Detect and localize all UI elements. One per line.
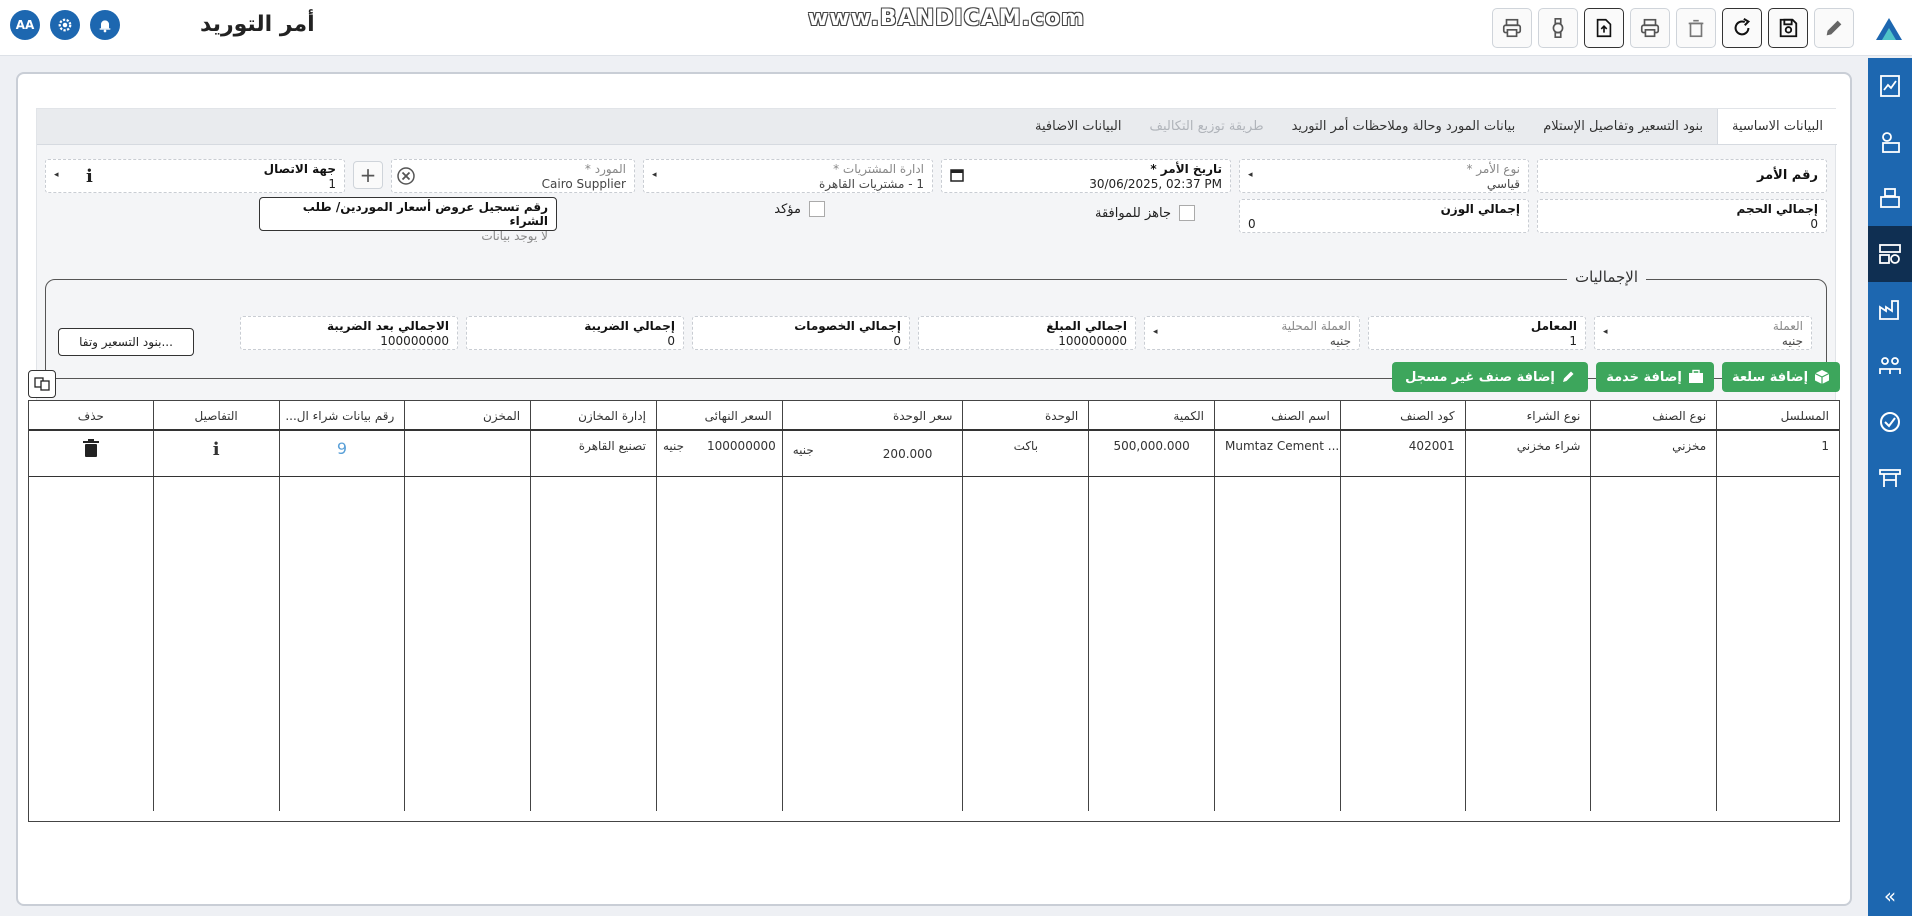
order-date-field[interactable]: تاريخ الأمر * 30/06/2025, 02:37 PM	[941, 159, 1231, 193]
finance-icon[interactable]	[1868, 114, 1912, 170]
col-final-price[interactable]: السعر النهائى	[656, 401, 782, 429]
export-icon[interactable]	[1584, 8, 1624, 48]
chevron-icon: ◂	[1153, 327, 1158, 337]
page-title: أمر التوريد	[200, 12, 315, 37]
settings-icon[interactable]	[50, 10, 80, 40]
col-delete[interactable]: حذف	[77, 409, 104, 423]
supplier-field[interactable]: المورد * Cairo Supplier	[391, 159, 635, 193]
cell-unit-price: 200.000 جنيه	[782, 431, 963, 476]
order-type-select[interactable]: نوع الأمر * قياسي ◂	[1239, 159, 1529, 193]
pencil-icon	[1561, 370, 1575, 384]
col-warehouse-mgmt[interactable]: إدارة المخازن	[530, 401, 656, 429]
save-icon[interactable]	[1768, 8, 1808, 48]
add-item-button[interactable]: إضافة سلعة	[1722, 362, 1840, 392]
tab-additional-data[interactable]: البيانات الاضافية	[1035, 119, 1122, 134]
col-quantity[interactable]: الكمية	[1088, 401, 1214, 429]
tab-cost-distribution: طريقة توزيع التكاليف	[1149, 119, 1264, 134]
table-row[interactable]	[29, 431, 1839, 477]
recording-watermark: www.BANDICAM.com	[808, 6, 1086, 31]
col-unit-price[interactable]: سعر الوحدة	[782, 401, 963, 429]
total-after-tax-field: الاجمالي بعد الضريبة 100000000	[240, 316, 458, 350]
grid-header	[29, 401, 1839, 431]
quality-icon[interactable]	[1868, 394, 1912, 450]
ready-for-approval-checkbox[interactable]	[1179, 205, 1195, 221]
user-avatar[interactable]: AA	[10, 10, 40, 40]
chevron-icon: ◂	[1248, 170, 1253, 180]
col-details[interactable]: التفاصيل	[153, 401, 279, 429]
add-service-button[interactable]: إضافة خدمة	[1596, 362, 1714, 392]
chevron-icon: ◂	[652, 170, 657, 180]
total-volume-field: إجمالي الحجم 0	[1537, 199, 1827, 233]
app-logo[interactable]	[1866, 6, 1912, 52]
add-supplier-button[interactable]	[353, 161, 383, 189]
briefcase-icon	[1688, 369, 1704, 385]
procurement-icon[interactable]	[1868, 226, 1912, 282]
main-card	[16, 72, 1852, 906]
tab-bar	[37, 109, 1837, 145]
col-serial[interactable]: المسلسل	[1716, 401, 1839, 429]
currency-select[interactable]: العملة جنيه ◂	[1594, 316, 1812, 350]
clear-icon[interactable]	[396, 166, 416, 190]
box-icon	[1814, 369, 1830, 385]
edit-icon[interactable]	[1814, 8, 1854, 48]
watch-icon[interactable]	[1538, 8, 1578, 48]
details-cell	[153, 431, 279, 476]
totals-title: الإجماليات	[1567, 268, 1646, 286]
cell-warehouse	[404, 431, 530, 476]
cell-item-type: مخزني	[1590, 431, 1716, 476]
print-icon[interactable]	[1630, 8, 1670, 48]
calendar-icon[interactable]	[950, 168, 964, 186]
col-purchase-ref[interactable]: رقم بيانات شراء ال...	[279, 401, 405, 429]
hr-icon[interactable]	[1868, 338, 1912, 394]
col-unit[interactable]: الوحدة	[962, 401, 1088, 429]
print-icon[interactable]	[1492, 8, 1532, 48]
info-icon[interactable]: i	[86, 166, 93, 187]
col-warehouse[interactable]: المخزن	[404, 401, 530, 429]
cell-serial: 1	[1716, 431, 1839, 476]
cell-purchase-type: شراء مخزني	[1465, 431, 1591, 476]
tab-pricing-receipt[interactable]: بنود التسعير وتفاصيل الإستلام	[1543, 119, 1703, 134]
purchasing-dept-select[interactable]: ادارة المشتريات * 1 - مشتريات القاهرة ◂	[643, 159, 933, 193]
refresh-icon[interactable]	[1722, 8, 1762, 48]
add-unregistered-item-button[interactable]: إضافة صنف غير مسجل	[1392, 362, 1588, 392]
grid-empty-area	[29, 477, 1839, 811]
trash-icon[interactable]	[83, 446, 99, 460]
top-left-icons	[10, 10, 120, 40]
confirmed-row: مؤكد	[774, 201, 825, 217]
ready-for-approval-row: جاهز للموافقة	[1095, 205, 1195, 221]
info-icon[interactable]: i	[212, 439, 220, 460]
right-sidebar	[1868, 58, 1912, 916]
projects-icon[interactable]	[1868, 450, 1912, 506]
plus-icon: +	[359, 163, 377, 187]
cell-final-price: 100000000 جنيه	[656, 431, 782, 476]
cell-item-name: Mumtaz Cement ...	[1214, 431, 1340, 476]
col-item-code[interactable]: كود الصنف	[1340, 401, 1465, 429]
cell-warehouse-mgmt: تصنيع القاهرة	[530, 431, 656, 476]
tab-supplier-status[interactable]: بيانات المورد وحالة وملاحظات أمر التوريد	[1291, 119, 1516, 134]
column-toggle-icon[interactable]	[28, 370, 56, 398]
toolbar	[1492, 8, 1854, 48]
sidebar-collapse-icon[interactable]: «	[1883, 884, 1897, 908]
confirmed-checkbox[interactable]	[809, 201, 825, 217]
order-number-field[interactable]: رقم الأمر	[1537, 159, 1827, 193]
chevron-icon: ◂	[54, 170, 59, 180]
analytics-icon[interactable]	[1868, 58, 1912, 114]
local-currency-select: العملة المحلية جنيه ◂	[1144, 316, 1360, 350]
factory-icon[interactable]	[1868, 282, 1912, 338]
total-discounts-field: إجمالي الخصومات 0	[692, 316, 910, 350]
pricing-items-button[interactable]: بنود التسعير وتفا...	[58, 328, 194, 356]
cell-quantity: 500,000.000	[1088, 431, 1214, 476]
rate-field[interactable]: المعامل 1	[1368, 316, 1586, 350]
tab-basic-data[interactable]: البيانات الاساسية	[1717, 109, 1837, 144]
notifications-bell-icon[interactable]	[90, 10, 120, 40]
col-item-type[interactable]: نوع الصنف	[1590, 401, 1716, 429]
cashier-icon[interactable]	[1868, 170, 1912, 226]
chevron-icon: ◂	[1603, 327, 1608, 337]
delete-icon[interactable]	[1676, 8, 1716, 48]
cell-item-code: 402001	[1340, 431, 1465, 476]
quote-ref-field[interactable]: رقم تسجيل عروض أسعار الموردين/ طلب الشراء لا يوجد بيانات	[259, 197, 557, 231]
total-weight-field: إجمالي الوزن 0	[1239, 199, 1529, 233]
contact-field[interactable]: جهة الاتصال 1 i ◂	[45, 159, 345, 193]
total-amount-field: اجمالي المبلغ 100000000	[918, 316, 1136, 350]
delete-cell	[29, 431, 153, 476]
total-tax-field: إجمالي الضريبة 0	[466, 316, 684, 350]
col-item-name[interactable]: اسم الصنف	[1214, 401, 1340, 429]
top-bar	[0, 0, 1912, 56]
col-purchase-type[interactable]: نوع الشراء	[1465, 401, 1591, 429]
items-grid	[28, 400, 1840, 822]
cell-unit: باكت	[962, 431, 1088, 476]
cell-purchase-ref[interactable]: 9	[279, 431, 405, 476]
